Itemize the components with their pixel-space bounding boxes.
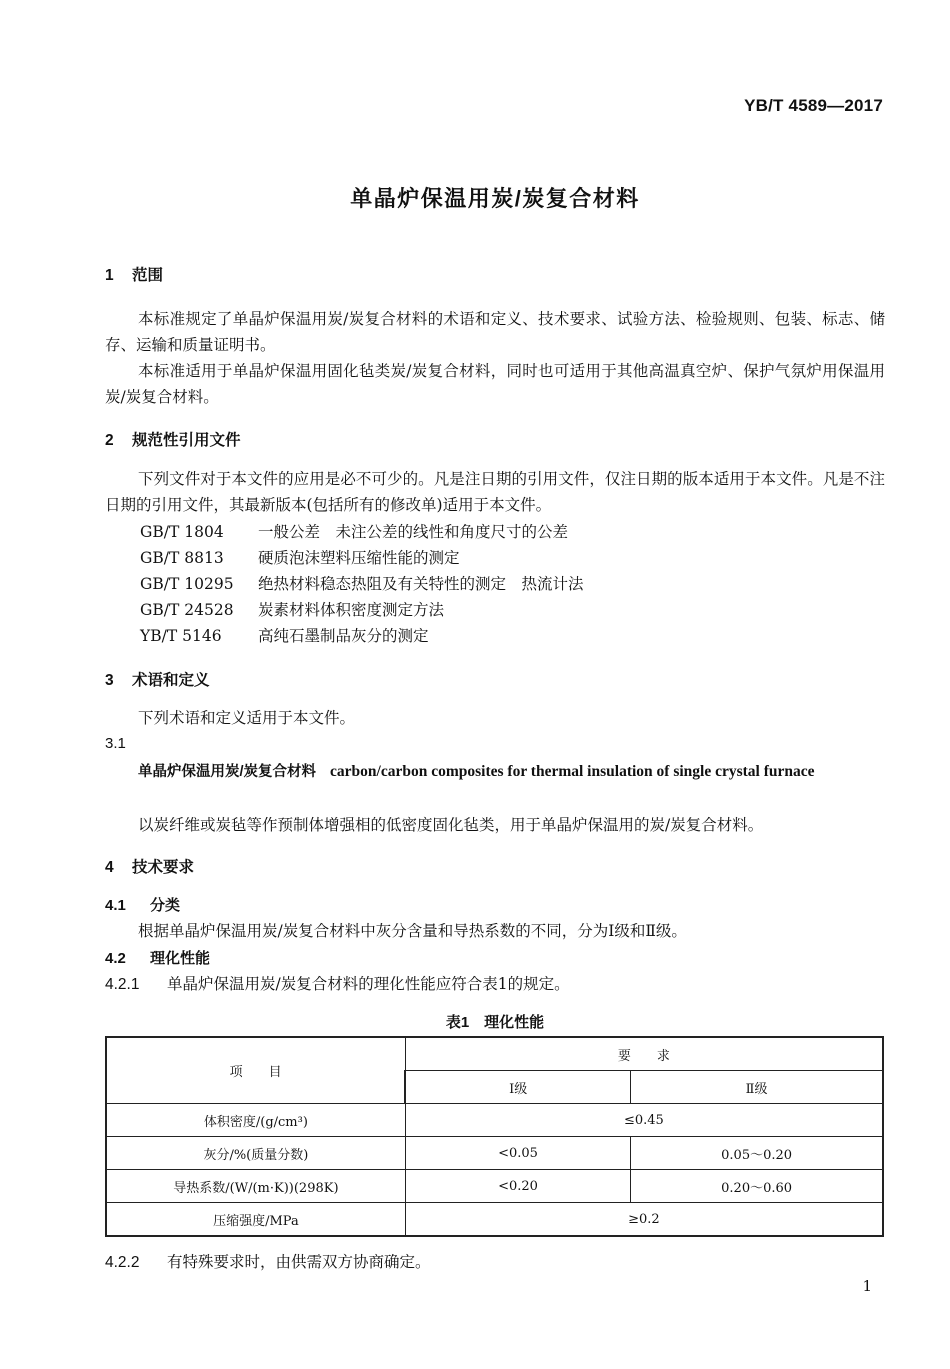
section-title: 规范性引用文件: [132, 432, 241, 449]
reference-item: [140, 597, 444, 623]
term-entry: [105, 758, 885, 786]
clause-4-2-heading: [105, 947, 210, 968]
row-item: 压缩强度/MPa: [106, 1203, 405, 1237]
reference-code: GB/T 10295: [140, 575, 234, 593]
term-chinese: 单晶炉保温用炭/炭复合材料: [138, 764, 317, 780]
section-number: 3: [105, 672, 114, 689]
reference-code: GB/T 1804: [140, 523, 224, 541]
term-definition: 以炭纤维或炭毡等作预制体增强相的低密度固化毡类，用于单晶炉保温用的炭/炭复合材料。: [138, 816, 764, 834]
section-title: 技术要求: [132, 859, 195, 876]
section-title: 术语和定义: [132, 672, 210, 689]
section-title: 范围: [132, 267, 164, 284]
references-intro: 下列文件对于本文件的应用是必不可少的。凡是注日期的引用文件，仅注日期的版本适用于本文件。凡是不注日期的引用文件，其最新版本(包括所有的修改单)适用于本文件。: [105, 470, 885, 514]
table-caption: 表1 理化性能: [445, 1014, 545, 1031]
clause-number: 4.2: [105, 950, 126, 967]
reference-title: 一般公差 未注公差的线性和角度尺寸的公差: [258, 523, 569, 541]
clause-number: 3.1: [105, 735, 126, 752]
section-2-heading: [105, 428, 241, 450]
clause-4-2-2: [105, 1249, 431, 1276]
clause-number: 4.2.1: [105, 976, 140, 993]
table-header-row: [106, 1037, 883, 1071]
clause-4-1-heading: [105, 894, 180, 915]
reference-item: [140, 519, 568, 545]
reference-item: [140, 545, 460, 571]
properties-table: [105, 1036, 884, 1237]
section-4-heading: [105, 855, 194, 877]
clause-number: 4.1: [105, 897, 126, 914]
classification-text: 根据单晶炉保温用炭/炭复合材料中灰分含量和导热系数的不同，分为Ⅰ级和Ⅱ级。: [138, 922, 687, 940]
reference-item: [140, 571, 584, 597]
clause-number: 4.2.2: [105, 1254, 140, 1271]
clause-title: 理化性能: [150, 950, 211, 967]
reference-title: 高纯石墨制品灰分的测定: [258, 627, 429, 645]
section-1-heading: [105, 263, 163, 285]
scope-paragraph-2: 本标准适用于单晶炉保温用固化毡类炭/炭复合材料，同时也可适用于其他高温真空炉、保护气氛炉用保温用炭/炭复合材料。: [105, 362, 885, 406]
section-number: 2: [105, 432, 114, 449]
reference-code: YB/T 5146: [140, 627, 222, 645]
table-row: [106, 1203, 883, 1237]
table-row: [106, 1137, 883, 1170]
row-value-all: ≥0.2: [405, 1203, 883, 1237]
section-number: 4: [105, 859, 114, 876]
row-value-grade-2: 0.20～0.60: [631, 1170, 883, 1203]
section-number: 1: [105, 267, 114, 284]
header-grade-1: Ⅰ级: [405, 1071, 630, 1104]
document-title: 单晶炉保温用炭/炭复合材料: [350, 186, 640, 211]
row-value-all: ≤0.45: [405, 1104, 883, 1137]
reference-code: GB/T 8813: [140, 549, 224, 567]
row-item: 体积密度/(g/cm³): [106, 1104, 405, 1137]
table-row: [106, 1104, 883, 1137]
row-item: 灰分/%(质量分数): [106, 1137, 405, 1170]
row-value-grade-1: <0.20: [405, 1170, 630, 1203]
standard-number: YB/T 4589—2017: [744, 96, 883, 115]
row-value-grade-1: <0.05: [405, 1137, 630, 1170]
section-3-heading: [105, 668, 210, 690]
term-number: [105, 734, 150, 752]
clause-4-2-1: [105, 971, 570, 998]
reference-title: 炭素材料体积密度测定方法: [258, 601, 445, 619]
row-value-grade-2: 0.05～0.20: [631, 1137, 883, 1170]
header-item: 项 目: [106, 1037, 405, 1104]
reference-item: [140, 623, 429, 649]
clause-text: 单晶炉保温用炭/炭复合材料的理化性能应符合表1的规定。: [167, 975, 570, 993]
term-english: carbon/carbon composites for thermal insulation of single crystal furnace: [330, 763, 815, 780]
terms-intro: 下列术语和定义适用于本文件。: [138, 709, 356, 727]
clause-title: 分类: [150, 897, 181, 914]
scope-paragraph-1: 本标准规定了单晶炉保温用炭/炭复合材料的术语和定义、技术要求、试验方法、检验规则、包装、标志、储存、运输和质量证明书。: [105, 310, 885, 354]
reference-code: GB/T 24528: [140, 601, 234, 619]
header-requirement: 要 求: [405, 1037, 883, 1071]
reference-title: 硬质泡沫塑料压缩性能的测定: [258, 549, 460, 567]
reference-title: 绝热材料稳态热阻及有关特性的测定 热流计法: [258, 575, 584, 593]
row-item: 导热系数/(W/(m·K))(298K): [106, 1170, 405, 1203]
header-grade-2: Ⅱ级: [631, 1071, 883, 1104]
table-row: [106, 1170, 883, 1203]
page-number: 1: [862, 1277, 872, 1295]
clause-text: 有特殊要求时，由供需双方协商确定。: [167, 1253, 431, 1271]
